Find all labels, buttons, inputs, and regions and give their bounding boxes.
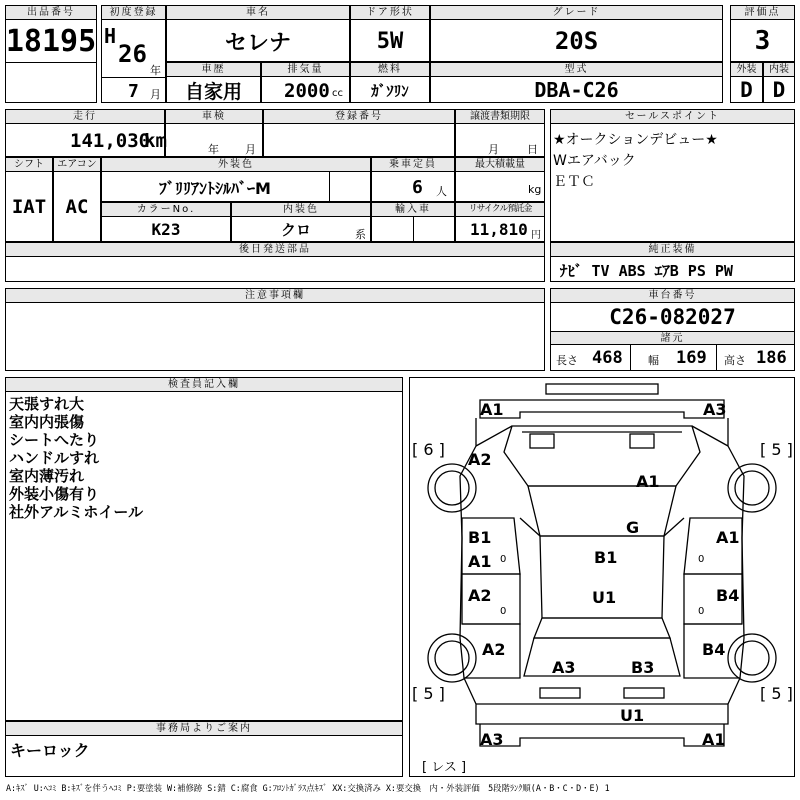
capacity: 6 — [412, 177, 423, 198]
int-color: クロ — [280, 221, 311, 239]
exterior-label: 外装 — [730, 62, 763, 77]
inspector-note: 天張すれ大 — [9, 395, 85, 413]
sales-point: ＥＴＣ — [553, 174, 595, 190]
office-note: キーロック — [10, 741, 90, 760]
ac-label: エアコン — [53, 157, 101, 172]
mark-rear-door-left: A2 — [468, 586, 492, 605]
recycle-unit: 円 — [531, 230, 541, 241]
lot-number: 18195 — [5, 23, 97, 59]
equipment: ﾅﾋﾞ TV ABS ｴｱB PS PW — [560, 262, 733, 280]
length-label: 長さ — [556, 354, 578, 367]
tire-tread-front-right: [ 5 ] — [760, 440, 793, 459]
spare-tire: [ レス ] — [422, 760, 467, 775]
mileage: 141,030 — [70, 130, 151, 152]
office-label: 事務局よりご案内 — [5, 721, 403, 736]
inspector-note: 外装小傷有り — [9, 485, 100, 503]
length: 468 — [592, 348, 623, 368]
recycle-label: リサイクル預託金 — [455, 202, 545, 217]
car-diagram — [409, 377, 795, 777]
displacement: 2000 — [284, 80, 330, 102]
model: DBA-C26 — [534, 78, 619, 102]
mark-hood: A1 — [636, 472, 660, 491]
chassis-number: C26-082027 — [609, 305, 736, 329]
car-outline — [410, 378, 794, 776]
inspector-note: 室内内張傷 — [9, 413, 85, 431]
width: 169 — [676, 348, 707, 368]
reg-year: 26 — [118, 40, 147, 68]
tire-tread-rear-right: [ 5 ] — [760, 684, 793, 703]
history: 自家用 — [184, 80, 242, 103]
tire-tread-rear-left: [ 5 ] — [412, 684, 445, 703]
int-color-label: 内装色 — [231, 202, 371, 217]
int-color-unit: 系 — [355, 228, 366, 241]
height-label: 高さ — [724, 354, 746, 367]
fuel-label: 燃料 — [350, 62, 430, 77]
import-label: 輸入車 — [371, 202, 455, 217]
mark-rear-bumper-right: A1 — [702, 730, 726, 749]
color-no-label: カラーNo. — [101, 202, 231, 217]
sales-point: ★オークションデビュー★ — [553, 132, 718, 148]
mark-rear-bumper-upper: U1 — [620, 706, 645, 725]
ac: AC — [65, 196, 89, 218]
displacement-unit: cc — [332, 88, 343, 99]
year-unit: 年 — [150, 64, 161, 77]
mark-front-door-right-small: 0 — [698, 554, 705, 565]
displacement-label: 排気量 — [261, 62, 350, 77]
mark-roof-front: B1 — [594, 548, 618, 567]
mark-front-bumper-right: A3 — [703, 400, 727, 419]
chassis-label: 車台番号 — [550, 288, 795, 303]
capacity-unit: 人 — [436, 185, 447, 198]
transfer-label: 譲渡書類期限 — [455, 109, 545, 124]
month-unit: 月 — [150, 88, 161, 101]
mark-front-door-right: A1 — [716, 528, 740, 547]
sales-label: セールスポイント — [550, 109, 795, 124]
mark-rear-bumper-left: A3 — [480, 730, 504, 749]
width-label: 幅 — [648, 354, 659, 367]
recycle: 11,810 — [470, 220, 528, 239]
fuel: ｶﾞｿﾘﾝ — [371, 81, 409, 100]
mark-front-fender-left: A2 — [468, 450, 492, 469]
mark-rear-gate-left: A3 — [552, 658, 576, 677]
later-parts-label: 後日発送部品 — [5, 242, 545, 257]
inspection-year: 年 — [208, 143, 219, 156]
mark-front-door-left-top: B1 — [468, 528, 492, 547]
load-unit: kg — [528, 183, 542, 196]
mark-rear-gate-right: B3 — [631, 658, 655, 677]
inspection-month: 月 — [245, 143, 256, 156]
mark-rear-door-left-small: 0 — [500, 606, 507, 617]
mark-rear-fender-right: B4 — [702, 640, 726, 659]
model-label: 型式 — [430, 62, 723, 77]
equipment-label: 純正装備 — [550, 242, 795, 257]
mark-rear-fender-left: A2 — [482, 640, 506, 659]
mileage-label: 走行 — [5, 109, 165, 124]
interior-grade: D — [772, 78, 786, 102]
exterior-grade: D — [740, 78, 753, 102]
inspection-label: 車検 — [165, 109, 263, 124]
mark-rear-door-right: B4 — [716, 586, 740, 605]
score-label: 評価点 — [730, 5, 795, 20]
mark-roof-rear: U1 — [592, 588, 617, 607]
color: ﾌﾞﾘﾘｱﾝﾄｼﾙﾊﾞｰM — [159, 178, 271, 198]
history-label: 車歴 — [166, 62, 261, 77]
inspector-note: 社外アルミホイール — [9, 503, 144, 521]
inspector-note: ハンドルすれ — [9, 449, 100, 467]
transfer-month: 月 — [488, 143, 499, 156]
reg-no-label: 登録番号 — [263, 109, 455, 124]
mark-front-bumper-left: A1 — [480, 400, 504, 419]
mileage-unit: km — [144, 130, 167, 152]
mark-windshield: G — [626, 518, 640, 537]
shift-label: シフト — [5, 157, 53, 172]
inspector-label: 検査員記入欄 — [5, 377, 403, 392]
car-name-label: 車名 — [166, 5, 350, 20]
spec-label: 諸元 — [550, 331, 795, 345]
reg-month: 7 — [128, 81, 139, 102]
score: 3 — [754, 26, 771, 56]
era: H — [104, 24, 117, 48]
inspector-note: 室内薄汚れ — [9, 467, 85, 485]
first-reg-label: 初度登録 — [101, 5, 166, 20]
mark-rear-door-right-small: 0 — [698, 606, 705, 617]
interior-label: 内装 — [763, 62, 795, 77]
load-label: 最大積載量 — [455, 157, 545, 172]
mark-front-door-left-bottom: A1 — [468, 552, 492, 571]
transfer-day: 日 — [527, 143, 538, 156]
car-name: セレナ — [224, 30, 291, 56]
grade: 20S — [554, 27, 599, 55]
color-label: 外装色 — [101, 157, 371, 172]
sales-points — [553, 130, 718, 193]
color-no: K23 — [151, 220, 181, 239]
mark-front-door-left-small: 0 — [500, 554, 507, 565]
legend: A:ｷｽﾞ U:ﾍｺﾐ B:ｷｽﾞを伴うﾍｺﾐ P:要塗装 W:補修跡 S:錆 C:腐食 G:ﾌﾛﾝﾄｶﾞﾗｽ点ｷｽﾞ XX:交換済み X:要交換 内・外装評価 5段階ﾗﾝｸ順(A・B・C・D・E) 1 — [6, 783, 610, 793]
grade-label: グレード — [430, 5, 723, 20]
tire-tread-front-left: [ 6 ] — [412, 440, 445, 459]
inspector-notes — [9, 395, 143, 521]
inspector-note: シートへたり — [9, 431, 100, 449]
sales-point: Wエアバック — [553, 153, 636, 169]
height: 186 — [756, 348, 787, 368]
lot-label: 出品番号 — [5, 5, 97, 20]
capacity-label: 乗車定員 — [371, 157, 455, 172]
caution-label: 注意事項欄 — [5, 288, 545, 303]
door-label: ドア形状 — [350, 5, 430, 20]
shift: IAT — [11, 196, 47, 218]
door-type: 5W — [376, 28, 404, 54]
